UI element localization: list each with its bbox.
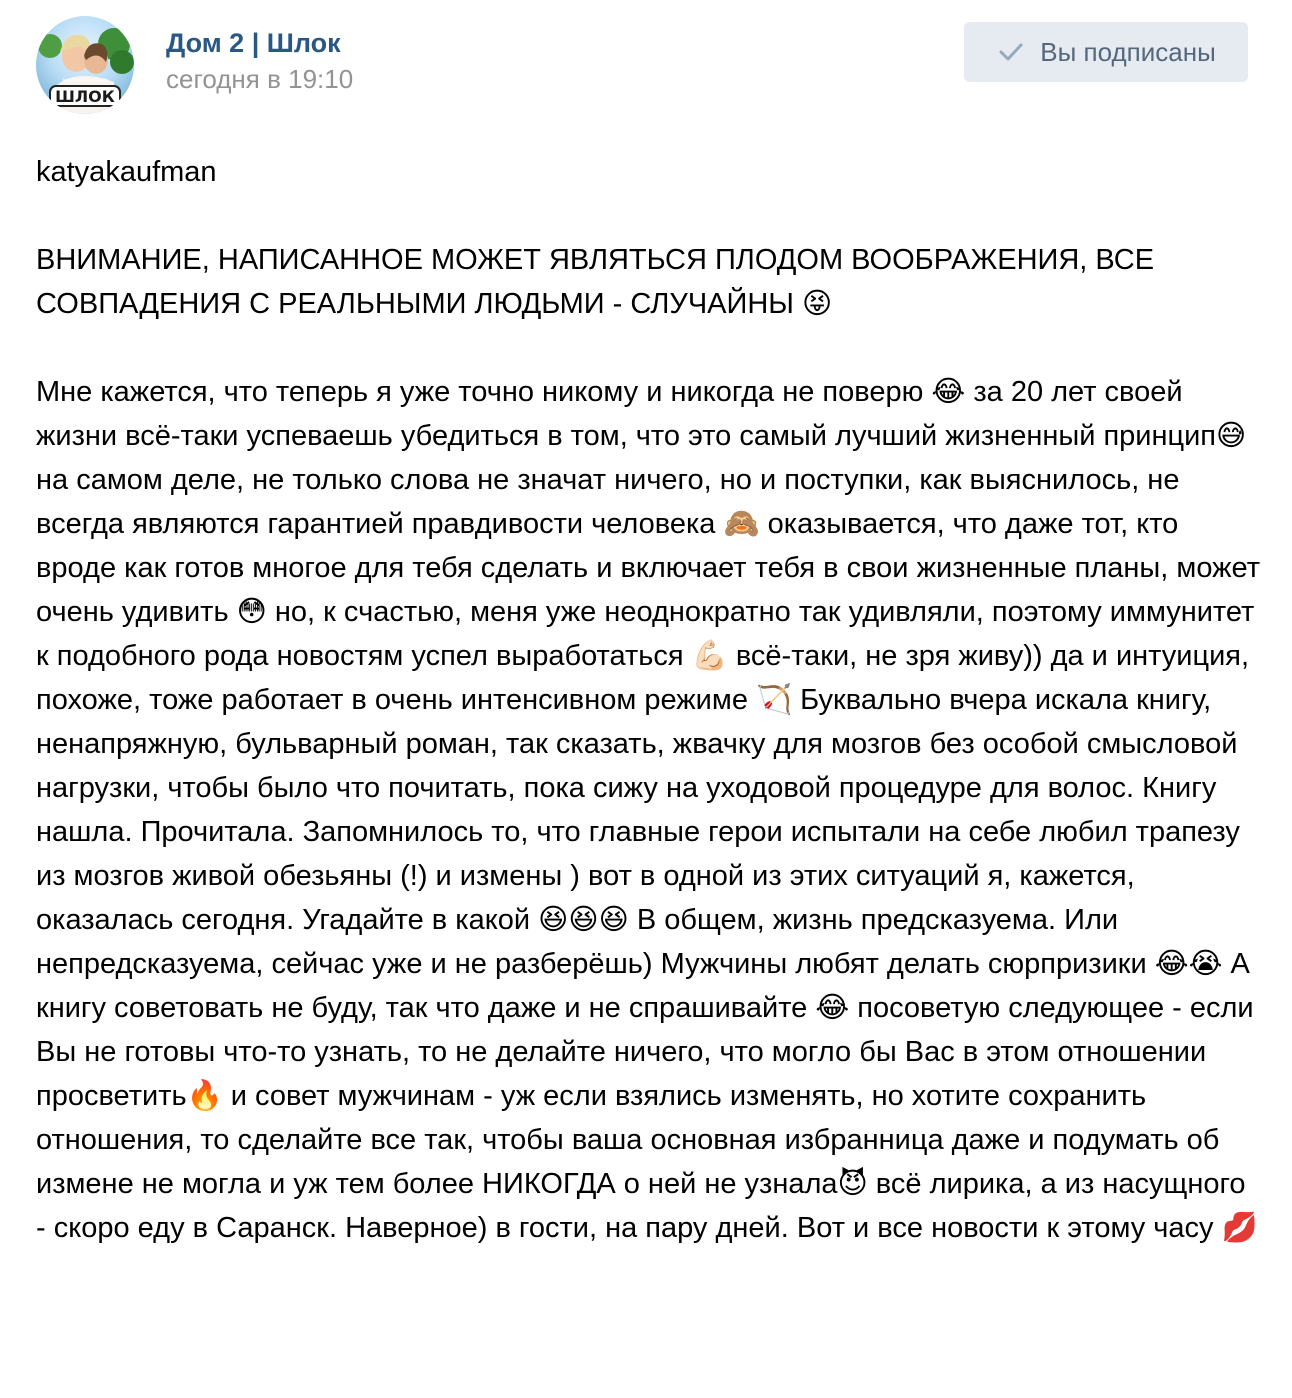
check-icon bbox=[996, 37, 1026, 67]
avatar-site-text: www.schlock.ru bbox=[62, 76, 108, 84]
post-warning: ВНИМАНИЕ, НАПИСАННОЕ МОЖЕТ ЯВЛЯТЬСЯ ПЛОДОМ ВООБРАЖЕНИЯ, ВСЕ СОВПАДЕНИЯ С РЕАЛЬНЫМИ ЛЮДЬМИ - СЛУЧАЙНЫ 😝 bbox=[36, 244, 1155, 320]
subscribed-button[interactable] bbox=[964, 22, 1248, 82]
post-body: Мне кажется, что теперь я уже точно никому и никогда не поверю 😂 за 20 лет своей жизни всё-таки успеваешь убедиться в том, что это самый лучший жизненный принцип😅 на самом деле, не только слова не значат ничего, но и поступки, как выяснилось, не всегда являются гарантией правдивости человека 🙈 оказывается, что даже тот, кто вроде как готов многое для тебя сделать и включает тебя в свои жизненные планы, может очень удивить 😳 но, к счастью, меня уже неоднократно так удивляли, поэтому иммунитет к подобного рода новостям успел выработаться 💪🏻 всё-таки, не зря живу)) да и интуиция, похоже, тоже работает в очень интенсивном режиме 🏹 Буквально вчера искала книгу, ненапряжную, бульварный роман, так сказать, жвачку для мозгов без особой смысловой нагрузки, чтобы было что почитать, пока сижу на уходовой процедуре для волос. Книгу нашла. Прочитала. Запомнилось то, что главные герои испытали на себе любил трапезу из мозгов живой обезьяны (!) и измены ) вот в одной из этих ситуаций я, кажется, оказалась сегодня. Угадайте в какой 😆😆😆 В общем, жизнь предсказуема. Или непредсказуема, сейчас уже и не разберёшь) Мужчины любят делать сюрпризики 😂😭 А книгу советовать не буду, так что даже и не спрашивайте 😂 посоветую следующее - если Вы не готовы что-то узнать, то не делайте ничего, что могло бы Вас в этом отношении просветить🔥 и совет мужчинам - уж если взялись изменять, но хотите сохранить отношения, то сделайте все так, чтобы ваша основная избранница даже и подумать об измене не могла и уж тем более НИКОГДА о ней не узнала😈 всё лирика, а из насущного - скоро еду в Саранск. Наверное) в гости, на пару дней. Вот и все новости к этому часу 💋 bbox=[36, 376, 1260, 1244]
avatar-logo-text: ШЛОК bbox=[55, 87, 115, 106]
community-avatar-icon[interactable] bbox=[36, 16, 134, 114]
post-text bbox=[36, 150, 1260, 1250]
post-author[interactable]: Дом 2 | Шлок bbox=[166, 28, 341, 58]
avatar-image bbox=[36, 16, 134, 114]
post-header bbox=[36, 16, 1252, 114]
subscribed-button-label: Вы подписаны bbox=[1040, 36, 1216, 67]
post-username: katyakaufman bbox=[36, 156, 217, 188]
post-time[interactable]: сегодня в 19:10 bbox=[166, 64, 354, 94]
